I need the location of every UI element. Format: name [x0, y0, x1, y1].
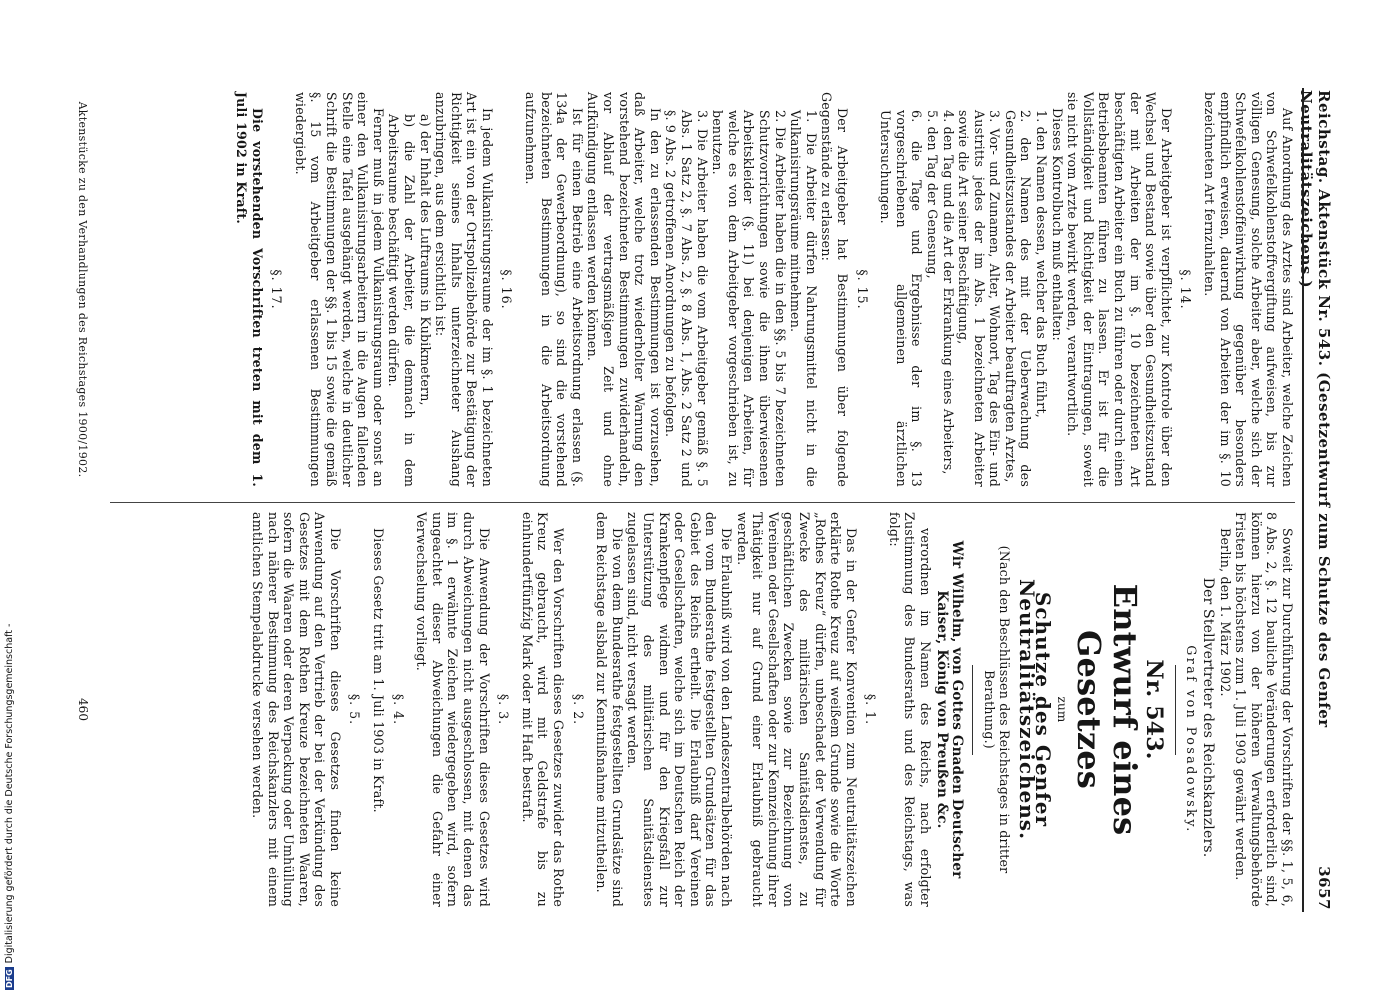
section-heading: §. 3.	[496, 693, 512, 726]
digitization-note	[2, 570, 16, 990]
digitization-text: Digitalisierung gefördert durch die Deutsche Forschungsgemeinschaft -	[3, 623, 15, 964]
paragraph: Der Arbeitgeber ist verpflichtet, zur Kontrole über den Wechsel und Bestand sowie über den Gesundheitszustand der mit Arbeiten der im §. 10 bezeichneten Art beschäftigten Arbeiter ein Buch zu führen oder durch einen Betriebsbeamten führen zu lassen. Er ist für die Vollständigkeit und Richtigkeit der Eintragungen, soweit sie nicht vom Arzte bewirkt werden, verantwortlich.	[1065, 92, 1174, 487]
paragraph: Die Erlaubniß wird von den Landeszentralbehörden nach den vom Bundesrathe festgestellten Grundsätzen für das Gebiet des Reichs ertheilt. Die Erlaubniß darf Vereinen oder Gesellschaften, welche sich im Deutschen Reich der Krankenpflege widmen und für den Kriegsfall zur Unterstützung des militärischen Sanitätsdienstes zugelassen sind, nicht versagt werden.	[625, 512, 734, 907]
list-item: 4. den Tag und die Art der Erkrankung eines Arbeiters,	[940, 110, 956, 475]
separator	[972, 665, 973, 755]
title-connector: zum	[1055, 696, 1070, 723]
section-heading: §. 14.	[1178, 269, 1194, 310]
section-heading: §. 15.	[854, 269, 870, 310]
footer-page-number: 460	[76, 698, 90, 721]
paragraph: Ist für einen Betrieb eine Arbeitsordnung erlassen (§. 134a der Gewerbeordnung), so sind die vorstehend bezeichneten Bestimmungen in die Arbeitsordnung aufzunehmen.	[523, 92, 585, 487]
separator	[1175, 665, 1176, 755]
header-title: Reichstag. Aktenstück Nr. 543. (Gesetzentwurf zum Schutze des Genfer Neutralitätszeichens.)	[1297, 90, 1333, 728]
list-item: b) die Zahl der Arbeiter, die demnach in dem Arbeitsraume beschäftigt werden dürfen.	[386, 114, 417, 487]
paragraph: In jedem Vulkanisirungsraume der im §. 1 bezeichneten Art ist ein von der Ortspolizeibehörde zur Bestätigung der Richtigkeit seines Inhalts unterzeichneter Aushang anzubringen, aus dem ersichtlich ist:	[433, 92, 495, 487]
section-heading: §. 16.	[499, 269, 515, 310]
section-heading: §. 5.	[347, 693, 363, 726]
list-item: 1. Die Arbeiter dürfen Nahrungsmittel nicht in die Vulkanisirungsräume mitnehmen.	[788, 110, 819, 487]
paragraph: Die Anwendung der Vorschriften dieses Gesetzes wird durch Abweichungen nicht ausgeschlossen, mit denen das im §. 1 erwähnte Zeichen wiedergegeben wird, sofern ungeachtet dieser Abweichungen die Gefahr einer Verwechselung vorliegt.	[414, 512, 492, 907]
list-item: 1. den Namen dessen, welcher das Buch führt,	[1034, 110, 1050, 418]
section-heading: §. 17.	[269, 269, 285, 310]
signer-title: Der Stellvertreter des Reichskanzlers.	[1200, 577, 1217, 858]
paragraph: Der Arbeitgeber hat Bestimmungen über folgende Gegenstände zu erlassen:	[819, 92, 850, 487]
dfg-logo: DFG	[4, 969, 14, 988]
enacting-monarch: Wir Wilhelm, von Gottes Gnaden Deutscher Kaiser, König von Preußen &c.	[933, 540, 966, 879]
section-heading: §. 1.	[863, 693, 879, 726]
paragraph: Die von dem Bundesrathe festgestellten Grundsätze sind dem Reichstage alsbald zur Kenntnißnahme mitzutheilen.	[594, 512, 625, 907]
list-item: 3. Vor- und Zunamen, Alter, Wohnort, Tag des Ein- und Austritts jedes der im Abs. 1 bezeichneten Arbeiter sowie die Art seiner Beschäftigung,	[956, 110, 1003, 487]
right-column	[249, 512, 1295, 907]
place-date: Berlin, den 1. März 1902.	[1217, 528, 1233, 697]
header-rule	[1302, 88, 1304, 912]
list-item: 2. Die Arbeiter haben die in den §§. 5 bis 7 bezeichneten Schutzvorrichtungen sowie die ihnen überwiesenen Arbeitskleider (§. 11) bei denjenigen Arbeiten, für welche es von dem Arbeitgeber vorgeschrieben ist, zu benutzen.	[710, 110, 788, 487]
paragraph: Das in der Genfer Konvention zum Neutralitätszeichen erklärte Rothe Kreuz auf weißem Grunde sowie die Worte „Rothes Kreuz“ dürfen, unbeschadet der Verwendung für Zwecke des militärischen Sanitätsdienstes, zu geschäftlichen Zwecken sowie zur Bezeichnung von Vereinen oder Gesellschaften oder zur Kennzeichnung ihrer Thätigkeit nur auf Grund einer Erlaubniß gebraucht werden.	[734, 512, 859, 907]
enacting-formula: verordnen im Namen des Reichs, nach erfolgter Zustimmung des Bundesraths und des Reichstags, was folgt:	[886, 512, 934, 907]
paragraph: Dieses Gesetz tritt am 1. Juli 1903 in Kraft.	[371, 528, 387, 813]
running-header	[1297, 90, 1333, 910]
section-heading: §. 2.	[570, 693, 586, 726]
list-item: 3. Die Arbeiter haben die vom Arbeitgeber gemäß §. 5 Abs. 1 Satz 2, §. 7 Abs. 2, §. 8 Abs. 1, Abs. 2 Satz 2 und §. 9 Abs. 2 getroffenen Anordnungen zu befolgen.	[663, 110, 710, 487]
paragraph: In den zu erlassenden Bestimmungen ist vorzusehen, daß Arbeiter, welche trotz wiederholter Warnung den vorstehend bezeichneten Bestimmungen zuwiderhandeln, vor Ablauf der vertragsmäßigen Zeit und ohne Aufkündigung entlassen werden können.	[585, 92, 663, 487]
document-subtitle: Schutze des Genfer Neutralitätszeichens.	[1015, 578, 1055, 841]
column-divider	[110, 502, 1295, 503]
left-column	[233, 92, 1295, 487]
paragraph: Die Vorschriften dieses Gesetzes finden keine Anwendung auf den Vertrieb der bei der Verkündung des Gesetzes mit dem Rothen Kreuze bezeichneten Waaren, sofern die Waaren oder deren Verpackung oder Umhüllung nach näherer Bestimmung des Reichskanzlers mit einem amtlichen Stempelabdrucke versehen werden.	[249, 512, 343, 907]
list-item: 6. die Tage und Ergebnisse der im §. 13 vorgeschriebenen allgemeinen ärztlichen Untersuchungen.	[878, 110, 925, 487]
footer-source: Aktenstücke zu den Verhandlungen des Reichstages 1900/1902.	[76, 101, 89, 478]
paragraph: Wer den Vorschriften dieses Gesetzes zuwider das Rothe Kreuz gebraucht, wird mit Geldstrafe bis zu einhundertfünfzig Mark oder mit Haft bestraft.	[519, 512, 567, 907]
paragraph: Auf Anordnung des Arztes sind Arbeiter, welche Zeichen von Schwefelkohlenstoffvergiftung aufweisen, bis zur völligen Genesung, solche Arbeiter aber, welche sich der Schwefelkohlenstoffeinwirkung gegenüber besonders empfindlich erweisen, dauernd von Arbeiten der im §. 10 bezeichneten Art fernzuhalten.	[1202, 92, 1295, 487]
section-heading: §. 4.	[390, 693, 406, 726]
control-book-list	[878, 92, 1050, 487]
list-item: a) der Inhalt des Luftraums in Kubikmetern,	[417, 114, 433, 406]
header-page-number: 3657	[1315, 866, 1333, 910]
reading-note: (Nach den Beschlüssen des Reichstages in dritter Berathung.)	[981, 545, 1013, 874]
paragraph: Dieses Kontrolbuch muß enthalten:	[1049, 108, 1065, 341]
paragraph: Die vorstehenden Vorschriften treten mit dem 1. Juli 1902 in Kraft.	[234, 92, 265, 487]
signer-name: Graf von Posadowsky.	[1184, 645, 1200, 834]
rules-list	[663, 92, 819, 487]
notice-list	[386, 92, 433, 487]
paragraph: Soweit zur Durchführung der Vorschriften der §§. 1, 5, 6, 8 Abs. 2, §. 12 bauliche Veränderungen erforderlich sind, können hierzu von der höheren Verwaltungsbehörde Fristen bis höchstens zum 1. Juli 1903 gewährt werden.	[1233, 512, 1295, 907]
document-number: Nr. 543.	[1140, 659, 1167, 760]
list-item: 2. den Namen des mit der Ueberwachung des Gesundheitszustandes der Arbeiter beauftragten Arztes,	[1002, 110, 1034, 487]
list-item: 5. den Tag der Genesung,	[924, 110, 940, 279]
document-title: Entwurf eines Gesetzes	[1070, 583, 1145, 836]
paragraph: Ferner muß in jedem Vulkanisirungsraum oder sonst an einer den Vulkanisirungsarbeitern in die Augen fallenden Stelle eine Tafel ausgehängt werden, welche in deutlicher Schrift die Bestimmungen der §§. 1 bis 15 sowie die gemäß §. 15 vom Arbeitgeber erlassenen Bestimmungen wiedergiebt.	[292, 92, 386, 487]
